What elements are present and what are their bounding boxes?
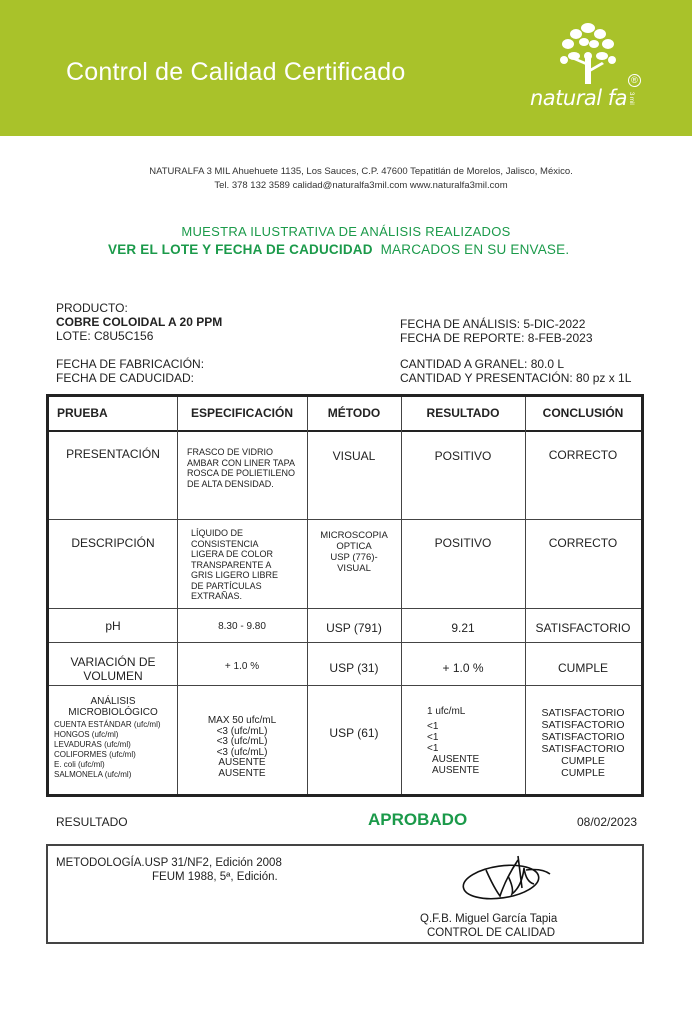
- conclusion-line: CUMPLE: [561, 767, 605, 779]
- signer-department: CONTROL DE CALIDAD: [427, 927, 556, 939]
- methodology-line-1: METODOLOGÍA.USP 31/NF2, Edición 2008: [56, 857, 282, 869]
- approved-status: APROBADO: [368, 810, 468, 829]
- row-presentacion-result: POSITIVO: [434, 449, 492, 463]
- row-micro-subtests: [54, 720, 178, 780]
- product-label: PRODUCTO:: [56, 301, 128, 315]
- row-micro-test: [49, 696, 177, 718]
- header-conclusion: CONCLUSIÓN: [542, 406, 624, 420]
- row-volumen-conclusion: CUMPLE: [557, 661, 608, 675]
- presentation-quantity: CANTIDAD Y PRESENTACIÓN: 80 pz x 1L: [400, 371, 632, 385]
- notice-bold: VER EL LOTE Y FECHA DE CADUCIDAD: [108, 242, 373, 257]
- exp-date: FECHA DE CADUCIDAD:: [56, 371, 195, 385]
- row-presentacion-conclusion: CORRECTO: [548, 448, 618, 462]
- row-micro-result: [427, 706, 507, 776]
- logo-wordmark: natural fa: [530, 86, 627, 110]
- row-divider: [49, 642, 641, 643]
- spec-line: FRASCO DE VIDRIO: [187, 447, 274, 457]
- spec-line: LÍQUIDO DE: [191, 528, 244, 538]
- row-presentacion-method: VISUAL: [332, 449, 376, 463]
- registered-mark: ®: [628, 74, 641, 87]
- header-banner: [0, 0, 692, 136]
- table-header-row: [49, 397, 641, 432]
- spec-line: DE ALTA DENSIDAD.: [187, 478, 274, 489]
- subtest-line: E. coli (ufc/ml): [54, 760, 105, 769]
- result-line: <1: [427, 743, 439, 754]
- conclusion-line: CUMPLE: [561, 755, 605, 767]
- row-divider: [49, 519, 641, 520]
- row-descripcion-spec: [191, 528, 303, 602]
- method-line: USP (776)-: [330, 552, 378, 563]
- row-ph-method: USP (791): [326, 621, 382, 635]
- page-title: Control de Calidad Certificado: [66, 58, 406, 86]
- conclusion-line: SATISFACTORIO: [541, 719, 625, 731]
- spec-line: ROSCA DE POLIETILENO: [187, 468, 296, 478]
- bulk-quantity: CANTIDAD A GRANEL: 80.0 L: [400, 357, 565, 371]
- fab-date: FECHA DE FABRICACIÓN:: [56, 357, 205, 371]
- row-ph-test: pH: [105, 619, 121, 633]
- row-presentacion-test: PRESENTACIÓN: [66, 447, 160, 461]
- result-line: 1 ufc/mL: [427, 706, 466, 717]
- method-line: OPTICA: [336, 541, 372, 552]
- conclusion-line: SATISFACTORIO: [541, 743, 625, 755]
- row-descripcion-conclusion: CORRECTO: [548, 536, 618, 550]
- methodology-line-2: FEUM 1988, 5ª, Edición.: [152, 871, 278, 883]
- signature-icon: [456, 848, 566, 908]
- row-volumen-method: USP (31): [329, 661, 379, 675]
- row-volumen-result: + 1.0 %: [442, 661, 484, 675]
- method-line: VISUAL: [337, 563, 371, 574]
- result-label: RESULTADO: [56, 815, 128, 829]
- row-ph-result: 9.21: [451, 621, 475, 635]
- result-line: <1: [427, 721, 439, 732]
- test-line: ANÁLISIS: [90, 696, 136, 707]
- conclusion-line: SATISFACTORIO: [541, 731, 625, 743]
- header-metodo: MÉTODO: [327, 406, 381, 420]
- row-volumen-spec: + 1.0 %: [224, 661, 260, 672]
- product-name: COBRE COLOIDAL A 20 PPM: [56, 315, 223, 329]
- test-line: VARIACIÓN DE: [70, 655, 156, 669]
- signer-name: Q.F.B. Miguel García Tapia: [420, 913, 558, 925]
- methodology-box: [46, 844, 644, 944]
- test-line: MICROBIOLÓGICO: [68, 707, 158, 718]
- row-divider: [49, 685, 641, 686]
- spec-line: CONSISTENCIA: [191, 538, 259, 549]
- result-line: <1: [427, 732, 439, 743]
- spec-line: AUSENTE: [218, 757, 266, 768]
- spec-line: AUSENTE: [218, 767, 266, 779]
- results-table: [46, 394, 644, 797]
- subtest-line: CUENTA ESTÁNDAR (ufc/ml): [54, 720, 161, 729]
- row-descripcion-result: POSITIVO: [434, 536, 492, 550]
- spec-line: <3 (ufc/mL): [216, 736, 268, 747]
- notice-line-1: MUESTRA ILUSTRATIVA DE ANÁLISIS REALIZADOS: [181, 224, 511, 239]
- notice-rest: MARCADOS EN SU ENVASE.: [380, 242, 570, 257]
- row-micro-conclusion: [525, 707, 641, 779]
- subtest-line: HONGOS (ufc/ml): [54, 730, 119, 739]
- spec-line: AMBAR CON LINER TAPA: [187, 457, 296, 468]
- spec-line: LIGERA DE COLOR: [191, 549, 274, 559]
- lot-number: LOTE: C8U5C156: [56, 329, 154, 343]
- header-resultado: RESULTADO: [426, 406, 500, 420]
- test-line: VOLUMEN: [83, 669, 143, 683]
- subtest-line: SALMONELA (ufc/ml): [54, 770, 132, 779]
- spec-line: MAX 50 ufc/mL: [207, 715, 277, 726]
- spec-line: GRIS LIGERO LIBRE: [191, 570, 279, 580]
- header-especificacion: ESPECIFICACIÓN: [190, 406, 293, 420]
- spec-line: <3 (ufc/mL): [216, 746, 268, 758]
- row-divider: [49, 608, 641, 609]
- method-line: MICROSCOPIA: [320, 530, 388, 541]
- spec-line: TRANSPARENTE A: [191, 559, 272, 570]
- address-line: NATURALFA 3 MIL Ahuehuete 1135, Los Sauces, C.P. 47600 Tepatitlán de Morelos, Jalisco, México.: [149, 166, 573, 177]
- notice-line-2: [108, 242, 569, 257]
- row-descripcion-method: [307, 530, 401, 574]
- subtest-line: COLIFORMES (ufc/ml): [54, 750, 136, 759]
- contact-line: Tel. 378 132 3589 calidad@naturalfa3mil.com www.naturalfa3mil.com: [214, 180, 508, 191]
- row-ph-conclusion: SATISFACTORIO: [535, 621, 631, 635]
- row-micro-method: USP (61): [329, 726, 379, 740]
- spec-line: EXTRAÑAS.: [191, 591, 243, 601]
- subtest-line: LEVADURAS (ufc/ml): [54, 740, 131, 749]
- analysis-date: FECHA DE ANÁLISIS: 5-DIC-2022: [400, 317, 586, 331]
- result-line: AUSENTE: [432, 765, 480, 776]
- row-descripcion-test: DESCRIPCIÓN: [71, 536, 155, 550]
- header-prueba: PRUEBA: [57, 406, 108, 420]
- result-date: 08/02/2023: [577, 815, 638, 829]
- spec-line: <3 (ufc/mL): [216, 725, 268, 737]
- logo-side-text: 3 mil: [628, 92, 634, 105]
- row-volumen-test: [49, 655, 177, 683]
- conclusion-line: SATISFACTORIO: [541, 707, 625, 719]
- row-micro-spec: [177, 716, 307, 779]
- row-ph-spec: 8.30 - 9.80: [218, 621, 266, 632]
- result-line: AUSENTE: [432, 754, 480, 765]
- spec-line: DE PARTÍCULAS: [191, 580, 262, 591]
- report-date: FECHA DE REPORTE: 8-FEB-2023: [400, 331, 593, 345]
- row-presentacion-spec: [187, 447, 305, 489]
